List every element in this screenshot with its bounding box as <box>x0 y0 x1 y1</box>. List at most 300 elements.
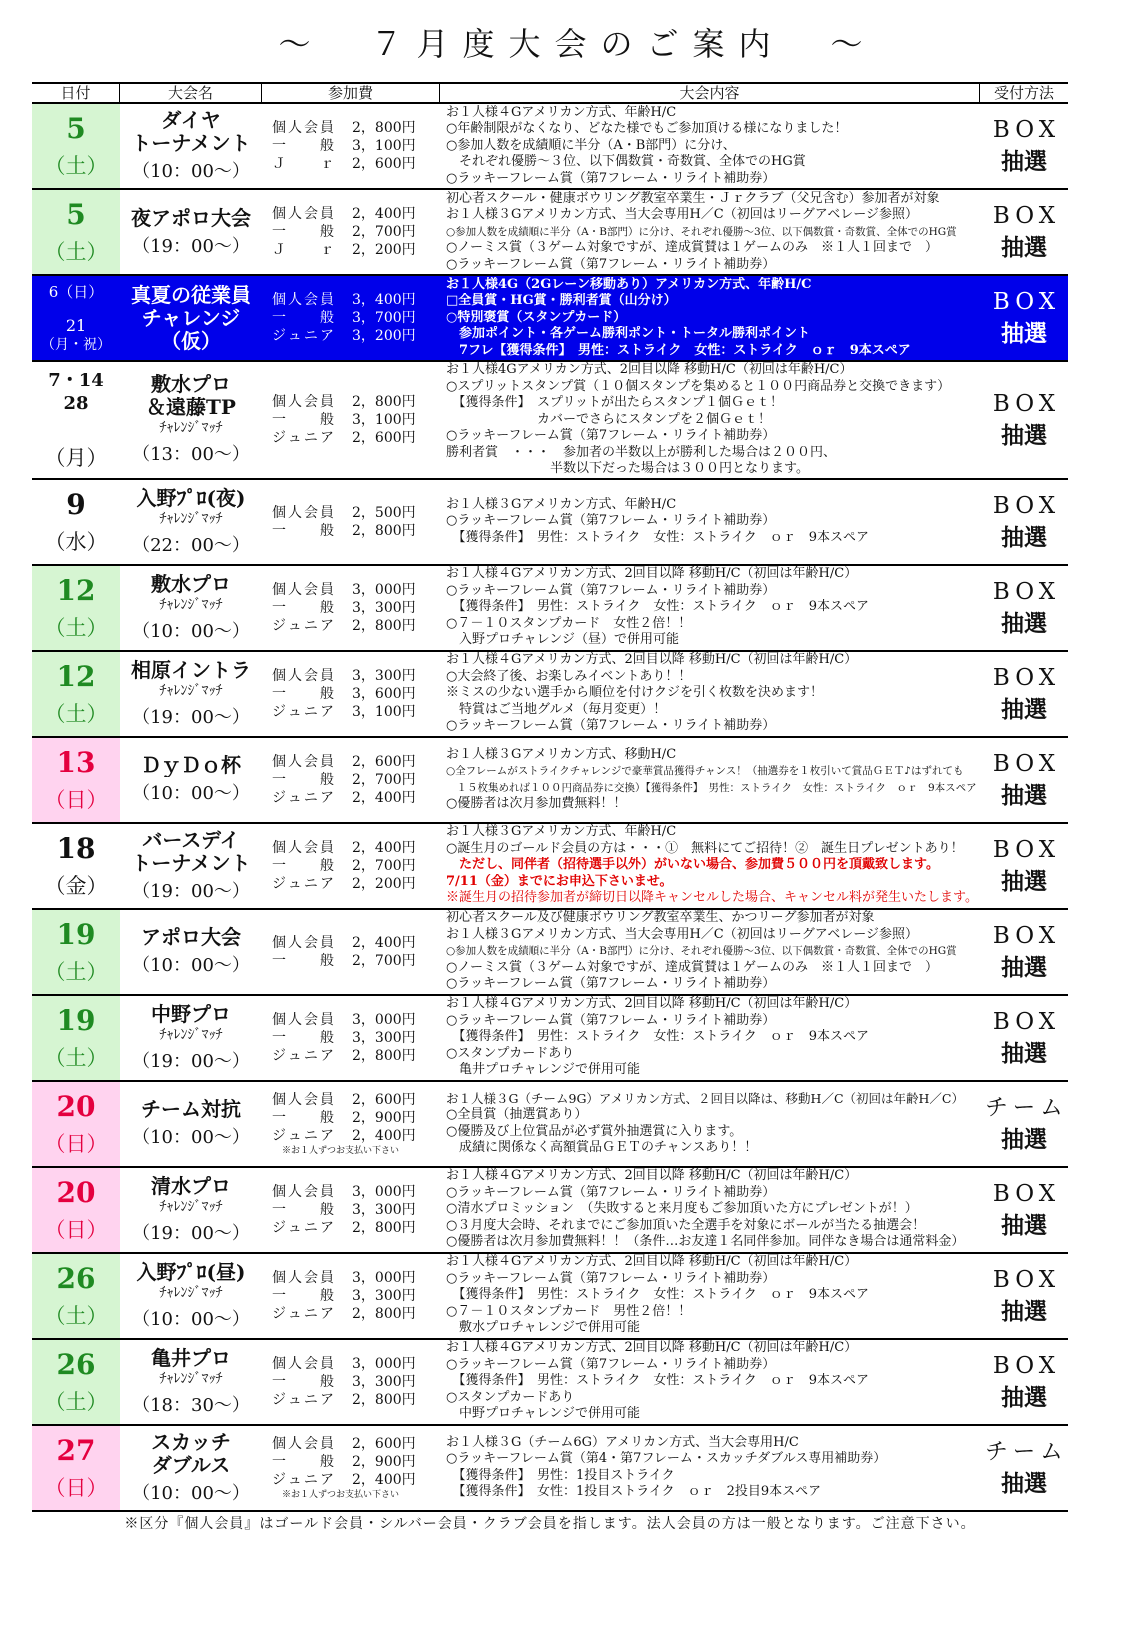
event-row <box>32 104 1068 190</box>
date-cell <box>32 824 120 908</box>
fee-category: 個人会員 <box>272 839 334 856</box>
content-line: ○７－１０スタンプカード 女性２倍！！ <box>446 615 692 631</box>
fee-cell <box>262 362 440 478</box>
event-start-time: （19：00～） <box>132 1222 250 1244</box>
fee-amount: 3，300円 <box>352 1373 416 1390</box>
fee-line <box>272 309 440 327</box>
event-name-line: ダブルス <box>151 1453 231 1477</box>
entry-method-cell <box>980 1426 1068 1510</box>
content-line: ○ラッキーフレーム賞（第7フレーム・リライト補助券） <box>446 428 776 443</box>
date-cell <box>32 104 120 188</box>
content-line: お１人様4G（2Gレーン移動あり）アメリカン方式、年齢H/C <box>446 276 812 292</box>
fee-category: 個人会員 <box>272 504 334 521</box>
fee-amount: 3，000円 <box>352 1183 416 1200</box>
entry-method-line: チーム <box>985 1094 1068 1121</box>
event-name-cell <box>120 1426 262 1510</box>
content-cell <box>440 1426 980 1510</box>
event-row <box>32 362 1068 480</box>
date-cell <box>32 910 120 994</box>
event-start-time: （18：30～） <box>132 1394 250 1416</box>
fee-amount: 3，600円 <box>352 685 416 702</box>
date-number: 5 <box>66 113 86 145</box>
content-line: ○参加人数を成績順に半分（A・B部門）に分け、 <box>446 137 736 153</box>
content-line: お１人様４Gアメリカン方式、2回目以降 移動H/C（初回は年齢H/C） <box>446 1340 858 1356</box>
event-name-cell <box>120 362 262 478</box>
date-cell <box>32 652 120 736</box>
event-name-cell <box>120 1340 262 1424</box>
day-of-week: （土） <box>44 154 108 178</box>
fee-amount: 2，800円 <box>352 1391 416 1408</box>
day-of-week: （土） <box>44 615 108 640</box>
fee-line <box>272 1029 440 1047</box>
fee-amount: 3，700円 <box>352 310 416 326</box>
fee-amount: 2，800円 <box>352 1305 416 1322</box>
event-row <box>32 480 1068 566</box>
content-line: ○大会終了後、お楽しみイベントあり！！ <box>446 668 692 684</box>
day-of-week: （土） <box>44 1045 108 1070</box>
event-subtitle: ﾁｬﾚﾝｼﾞﾏｯﾁ <box>159 420 223 437</box>
day-of-week: （月） <box>44 445 108 470</box>
content-line: お１人様４Gアメリカン方式、2回目以降 移動H/C（初回は年齢H/C） <box>446 1168 858 1184</box>
event-row <box>32 276 1068 362</box>
fee-cell <box>262 566 440 650</box>
content-line: お１人様４Gアメリカン方式、年齢H/C <box>446 104 677 120</box>
event-row <box>32 1340 1068 1426</box>
fee-category: 個人会員 <box>272 667 334 684</box>
content-line: 【獲得条件】 スプリットが出たらスタンプ１個Ｇｅｔ！ <box>446 395 783 410</box>
fee-line <box>272 1047 440 1065</box>
fee-line <box>272 241 440 259</box>
fee-amount: 3，200円 <box>352 328 416 344</box>
fee-line <box>272 223 440 241</box>
entry-method-line: 抽選 <box>1001 867 1047 895</box>
fee-category: 一 般 <box>272 138 334 154</box>
fee-category: ジュニア <box>272 1127 334 1144</box>
event-name-line: ＆遠藤TP <box>146 396 236 420</box>
fee-amount: 3，000円 <box>352 1355 416 1372</box>
event-name-line: チャレンジ <box>141 306 241 330</box>
content-line: ○スタンプカードあり <box>446 1045 575 1061</box>
fee-amount: 2，800円 <box>352 1047 416 1064</box>
content-cell <box>440 362 980 478</box>
fee-amount: 2，400円 <box>352 1127 416 1144</box>
day-of-week: （日） <box>44 1131 108 1156</box>
fee-cell <box>262 190 440 274</box>
fee-amount: 2，800円 <box>352 120 416 136</box>
event-name-cell <box>120 738 262 822</box>
fee-line <box>272 617 440 635</box>
event-name-cell <box>120 104 262 188</box>
fee-line <box>272 1201 440 1219</box>
fee-line <box>272 599 440 617</box>
event-name-line: バースデイ <box>142 828 240 852</box>
content-line: ○ラッキーフレーム賞（第4・第7フレーム・スカッチダブルス専用補助券） <box>446 1451 887 1466</box>
content-line: ○スタンプカードあり <box>446 1389 575 1405</box>
content-line: 初心者スクール・健康ボウリング教室卒業生・Ｊｒクラブ（父兄含む）参加者が対象 <box>446 190 940 206</box>
event-row <box>32 824 1068 910</box>
entry-method-cell <box>980 738 1068 822</box>
event-row <box>32 1168 1068 1254</box>
content-line: 特賞はご当地グルメ（毎月変更）！ <box>446 701 667 717</box>
content-line: 初心者スクール及び健康ボウリング教室卒業生、かつリーグ参加者が対象 <box>446 910 875 926</box>
fee-line <box>272 753 440 771</box>
event-subtitle: ﾁｬﾚﾝｼﾞﾏｯﾁ <box>159 510 223 527</box>
content-line: ○優勝者は次月参加費無料！！（条件…お友達１名同伴参加。同伴なき場合は通常料金） <box>446 1234 965 1250</box>
event-name-line: 入野ﾌﾟﾛ(昼) <box>136 1260 246 1284</box>
content-line: 敷水プロチャレンジで併用可能 <box>446 1320 640 1336</box>
entry-method-cell <box>980 276 1068 360</box>
content-cell <box>440 738 980 822</box>
fee-cell <box>262 996 440 1080</box>
content-line: ○スプリットスタンプ賞（１０個スタンプを集めると１００円商品券と交換できます） <box>446 378 951 394</box>
content-line: 【獲得条件】 男性：ストライク 女性：ストライク ｏｒ 9本スペア <box>446 1287 869 1303</box>
fee-amount: 3，300円 <box>352 1029 416 1046</box>
content-line: お１人様３G（チーム9G）アメリカン方式、２回目以降は、移動H／C（初回は年齢H／C） <box>446 1090 964 1106</box>
fee-amount: 2，800円 <box>352 617 416 634</box>
date-number: 20 <box>56 1176 96 1209</box>
fee-line <box>272 685 440 703</box>
event-start-time: （19：00～） <box>132 235 250 257</box>
fee-category: 一 般 <box>272 599 334 616</box>
fee-category: 個人会員 <box>272 1435 334 1452</box>
fee-amount: 3，000円 <box>352 1011 416 1028</box>
event-name-line: 相原イントラ <box>131 658 251 682</box>
fee-amount: 2，800円 <box>352 393 416 410</box>
content-line: １５枚集めれば１００円商品券に交換）【獲得条件】 男性：ストライク 女性：ストライク ｏｒ 9本スペア <box>446 781 977 794</box>
fee-category: ジュニア <box>272 617 334 634</box>
content-line: 入野プロチャレンジ（昼）で併用可能 <box>446 632 679 648</box>
fee-category: ジュニア <box>272 703 334 720</box>
entry-method-cell <box>980 1254 1068 1338</box>
entry-method-line: BOX <box>992 1352 1061 1379</box>
fee-amount: 3，300円 <box>352 599 416 616</box>
event-name-cell <box>120 910 262 994</box>
entry-method-cell <box>980 1340 1068 1424</box>
entry-method-cell <box>980 190 1068 274</box>
content-line: ○全フレームがストライクチャレンジで豪華賞品獲得チャンス！（抽選券を１枚引いて賞品ＧＥＴ♪はずれても <box>446 765 964 777</box>
schedule-table <box>32 82 1068 1534</box>
event-name-cell <box>120 1254 262 1338</box>
fee-amount: 3，100円 <box>352 138 416 154</box>
content-line: 【獲得条件】 女性：1投目ストライク ｏｒ 2投目9本スペア <box>446 1484 822 1499</box>
fee-category: 個人会員 <box>272 1269 334 1286</box>
event-name-line: 真夏の従業員 <box>131 283 251 307</box>
fee-category: 個人会員 <box>272 1091 334 1108</box>
fee-category: 一 般 <box>272 1029 334 1046</box>
event-row <box>32 1426 1068 1512</box>
fee-category: 一 般 <box>272 857 334 874</box>
fee-line <box>272 393 440 411</box>
event-start-time: （22：00～） <box>132 534 250 556</box>
fee-category: 一 般 <box>272 411 334 428</box>
entry-method-cell <box>980 1168 1068 1252</box>
fee-cell <box>262 1254 440 1338</box>
fee-line <box>272 205 440 223</box>
content-line: 参加ポイント・各ゲーム勝利ポント・トータル勝利ポイント <box>446 326 811 342</box>
fee-line <box>272 429 440 447</box>
content-line: ○誕生月のゴールド会員の方は・・・① 無料にてご招待！② 誕生日プレゼントあり！ <box>446 840 964 856</box>
event-subtitle: ﾁｬﾚﾝｼﾞﾏｯﾁ <box>159 596 223 613</box>
event-name-cell <box>120 480 262 564</box>
content-line: 【獲得条件】 男性：ストライク 女性：ストライク ｏｒ 9本スペア <box>446 1029 869 1045</box>
fee-category: 個人会員 <box>272 393 334 410</box>
entry-method-cell <box>980 480 1068 564</box>
fee-line <box>272 789 440 807</box>
fee-line <box>272 1471 440 1489</box>
fee-cell <box>262 652 440 736</box>
content-line: ○ラッキーフレーム賞（第7フレーム・リライト補助券） <box>446 170 776 186</box>
fee-amount: 2，900円 <box>352 1453 416 1470</box>
fee-amount: 3，100円 <box>352 703 416 720</box>
date-number: 19 <box>56 918 96 951</box>
day-of-week: （土） <box>44 1389 108 1414</box>
fee-amount: 2，600円 <box>352 753 416 770</box>
fee-amount: 3，400円 <box>352 292 416 308</box>
fee-cell <box>262 480 440 564</box>
event-name-line: ダイヤ <box>161 109 221 132</box>
fee-cell <box>262 1426 440 1510</box>
date-cell <box>32 480 120 564</box>
day-of-week: （日） <box>44 1475 108 1500</box>
column-header-date: 日付 <box>32 84 120 102</box>
date-number: 5 <box>66 199 86 231</box>
day-of-week: （日） <box>44 1217 108 1242</box>
fee-line <box>272 1373 440 1391</box>
entry-method-line: 抽選 <box>1001 1039 1047 1067</box>
content-line: ○ラッキーフレーム賞（第7フレーム・リライト補助券） <box>446 1012 776 1028</box>
event-name-cell <box>120 824 262 908</box>
entry-method-line: 抽選 <box>1001 1211 1047 1239</box>
fee-amount: 2，700円 <box>352 857 416 874</box>
entry-method-line: 抽選 <box>1001 1125 1047 1153</box>
date-cell <box>32 362 120 478</box>
entry-method-line: BOX <box>992 664 1061 691</box>
event-start-time: （13：00～） <box>132 444 250 466</box>
fee-line <box>272 1109 440 1127</box>
content-line: ただし、同伴者（招待選手以外）がいない場合、参加費５００円を頂戴致します。 <box>446 857 939 873</box>
content-line: ○年齢制限がなくなり、どなた様でもご参加頂ける様になりました！ <box>446 121 848 137</box>
date-number: 27 <box>56 1434 96 1467</box>
date-cell <box>32 1168 120 1252</box>
fee-amount: 2，700円 <box>352 224 416 240</box>
fee-line <box>272 1011 440 1029</box>
content-line: ○ラッキーフレーム賞（第7フレーム・リライト補助券） <box>446 582 776 598</box>
fee-amount: 2，600円 <box>352 1091 416 1108</box>
fee-category: 個人会員 <box>272 1355 334 1372</box>
content-cell <box>440 1168 980 1252</box>
fee-line <box>272 839 440 857</box>
content-cell <box>440 824 980 908</box>
event-row <box>32 566 1068 652</box>
date-number: 18 <box>56 832 96 865</box>
fee-amount: 2，200円 <box>352 875 416 892</box>
entry-method-cell <box>980 1082 1068 1166</box>
event-start-time: （10：00～） <box>132 955 250 976</box>
page-title: ～ ７月度大会のご案内 ～ <box>278 25 877 63</box>
footer-note: ※区分『個人会員』はゴールド会員・シルバー会員・クラブ会員を指します。法人会員の方は一般となります。ご注意下さい。 <box>124 1515 976 1532</box>
fee-line <box>272 522 440 540</box>
fee-amount: 2，600円 <box>352 429 416 446</box>
event-subtitle: ﾁｬﾚﾝｼﾞﾏｯﾁ <box>159 1370 223 1387</box>
event-name-cell <box>120 1082 262 1166</box>
entry-method-cell <box>980 824 1068 908</box>
content-cell <box>440 480 980 564</box>
content-cell <box>440 566 980 650</box>
entry-method-line: 抽選 <box>1001 609 1047 637</box>
date-cell <box>32 1082 120 1166</box>
date-number: 21 <box>65 316 87 335</box>
event-start-time: （10：00～） <box>132 783 250 804</box>
date-cell <box>32 276 120 360</box>
event-start-time: （10：00～） <box>132 620 250 642</box>
fee-category: 一 般 <box>272 224 334 240</box>
content-line: ○ラッキーフレーム賞（第7フレーム・リライト補助券） <box>446 1184 776 1200</box>
event-name-line: 入野ﾌﾟﾛ(夜) <box>136 486 246 510</box>
fee-line <box>272 1219 440 1237</box>
entry-method-cell <box>980 362 1068 478</box>
entry-method-line: BOX <box>992 203 1061 229</box>
content-line: お１人様４Gアメリカン方式、2回目以降 移動H/C（初回は年齢H/C） <box>446 1254 858 1270</box>
fee-category: 個人会員 <box>272 120 334 136</box>
day-of-week: （日） <box>44 787 108 812</box>
fee-category: 個人会員 <box>272 1011 334 1028</box>
content-line: 【獲得条件】 男性：ストライク 女性：ストライク ｏｒ 9本スペア <box>446 1373 869 1389</box>
fee-line <box>272 667 440 685</box>
date-number: 9 <box>66 488 86 521</box>
entry-method-line: 抽選 <box>1001 781 1047 809</box>
content-line: お１人様３Gアメリカン方式、年齢H/C <box>446 496 677 512</box>
content-line: 7フレ【獲得条件】 男性：ストライク 女性：ストライク ｏｒ 9本スペア <box>446 342 911 358</box>
fee-amount: 2，600円 <box>352 1435 416 1452</box>
content-line: ○ラッキーフレーム賞（第7フレーム・リライト補助券） <box>446 976 776 992</box>
fee-cell <box>262 824 440 908</box>
content-line: ○優勝者は次月参加費無料！！ <box>446 796 627 811</box>
fee-amount: 3，000円 <box>352 1269 416 1286</box>
fee-amount: 2，400円 <box>352 206 416 222</box>
event-name-cell <box>120 1168 262 1252</box>
event-name-cell <box>120 996 262 1080</box>
event-subtitle: ﾁｬﾚﾝｼﾞﾏｯﾁ <box>159 1198 223 1215</box>
event-start-time: （10：00～） <box>132 1308 250 1330</box>
content-line: カバーでさらにスタンプを２個Ｇｅｔ！ <box>446 411 772 427</box>
fee-category: ジュニア <box>272 789 334 806</box>
fee-amount: 3，000円 <box>352 581 416 598</box>
event-name-line: 清水プロ <box>151 1174 231 1198</box>
fee-line <box>272 875 440 893</box>
content-line: お１人様３G（チーム6G）アメリカン方式、当大会専用H/C <box>446 1434 799 1450</box>
content-line: ○清水プロミッション （失敗すると来月度もご参加頂いた方にプレゼントが！） <box>446 1201 918 1217</box>
content-line: ※誕生月の招待参加者が締切日以降キャンセルした場合、キャンセル料が発生いたします。 <box>446 890 978 906</box>
content-line: 半数以下だった場合は３００円となります。 <box>446 461 809 476</box>
fee-category: 個人会員 <box>272 206 334 222</box>
event-start-time: （19：00～） <box>132 880 250 902</box>
entry-method-line: BOX <box>992 117 1061 143</box>
content-line: お１人様４Gアメリカン方式、2回目以降 移動H/C（初回は年齢H/C） <box>446 652 858 668</box>
fee-amount: 3，100円 <box>352 411 416 428</box>
fee-amount: 2，700円 <box>352 952 416 969</box>
content-line: ○ノーミス賞（３ゲーム対象ですが、達成賞賛は１ゲームのみ ※１人１回まで ） <box>446 959 938 975</box>
content-line: ○ラッキーフレーム賞（第7フレーム・リライト補助券） <box>446 513 776 529</box>
content-line: ○ラッキーフレーム賞（第7フレーム・リライト補助券） <box>446 718 776 734</box>
content-line: 【獲得条件】 男性：ストライク 女性：ストライク ｏｒ 9本スペア <box>446 599 869 615</box>
fee-line <box>272 1391 440 1409</box>
event-name-line: トーナメント <box>131 132 251 155</box>
content-line: 7/11（金）までにお申込下さいませ。 <box>446 873 673 889</box>
date-number: 26 <box>56 1262 96 1295</box>
event-start-time: （19：00～） <box>132 1050 250 1072</box>
entry-method-line: 抽選 <box>1001 234 1047 261</box>
date-number: 12 <box>56 660 96 693</box>
date-cell <box>32 996 120 1080</box>
fee-cell <box>262 1082 440 1166</box>
event-row <box>32 1254 1068 1340</box>
entry-method-line: 抽選 <box>1001 1469 1047 1497</box>
entry-method-line: BOX <box>992 390 1061 417</box>
fee-line <box>272 952 440 970</box>
fee-amount: 2，400円 <box>352 789 416 806</box>
entry-method-line: BOX <box>992 289 1061 315</box>
entry-method-line: 抽選 <box>1001 1297 1047 1325</box>
fee-category: ジュニア <box>272 1305 334 1322</box>
entry-method-line: 抽選 <box>1001 523 1047 551</box>
event-subtitle: ﾁｬﾚﾝｼﾞﾏｯﾁ <box>159 1026 223 1043</box>
fee-line <box>272 1183 440 1201</box>
event-name-line: アポロ大会 <box>141 926 241 949</box>
content-line: 【獲得条件】 男性：ストライク 女性：ストライク ｏｒ 9本スペア <box>446 529 869 545</box>
fee-amount: 2，400円 <box>352 839 416 856</box>
date-number: 28 <box>63 392 89 414</box>
event-row <box>32 996 1068 1082</box>
event-name-line: 敷水プロ <box>151 373 231 397</box>
event-name-line: チーム対抗 <box>141 1098 241 1121</box>
fee-category: 一 般 <box>272 1201 334 1218</box>
event-row <box>32 652 1068 738</box>
date-cell <box>32 738 120 822</box>
entry-method-cell <box>980 910 1068 994</box>
fee-category: 個人会員 <box>272 292 334 308</box>
fee-line <box>272 1355 440 1373</box>
content-cell <box>440 276 980 360</box>
event-row <box>32 738 1068 824</box>
entry-method-line: 抽選 <box>1001 148 1047 175</box>
entry-method-line: BOX <box>992 1180 1061 1207</box>
fee-category: 一 般 <box>272 685 334 702</box>
content-line: 勝利者賞 ・・・ 参加者の半数以上が勝利した場合は２００円、 <box>446 444 837 460</box>
date-number: 19 <box>56 1004 96 1037</box>
fee-line <box>272 703 440 721</box>
event-name-line: 夜アポロ大会 <box>131 206 251 230</box>
fee-amount: 2，700円 <box>352 771 416 788</box>
entry-method-line: 抽選 <box>1001 953 1047 981</box>
event-subtitle: ﾁｬﾚﾝｼﾞﾏｯﾁ <box>159 682 223 699</box>
event-name-line: 敷水プロ <box>151 572 231 596</box>
fee-line <box>272 1091 440 1109</box>
content-cell <box>440 910 980 994</box>
event-start-time: （19：00～） <box>132 706 250 728</box>
content-line: ○参加人数を成績順に半分（A・B部門）に分け、それぞれ優勝～3位、以下偶数賞・奇数賞、全体でのHG賞 <box>446 945 957 958</box>
fee-category: 一 般 <box>272 1373 334 1390</box>
content-line: ○特別褒賞（スタンプカード） <box>446 309 627 325</box>
entry-method-cell <box>980 652 1068 736</box>
content-cell <box>440 1254 980 1338</box>
event-name-line: （仮） <box>161 329 221 353</box>
fee-category: 一 般 <box>272 1287 334 1304</box>
content-line: 【獲得条件】 男性：1投目ストライク <box>446 1467 675 1483</box>
event-name-cell <box>120 566 262 650</box>
entry-method-line: BOX <box>992 836 1061 863</box>
fee-line <box>272 771 440 789</box>
fee-line <box>272 934 440 952</box>
